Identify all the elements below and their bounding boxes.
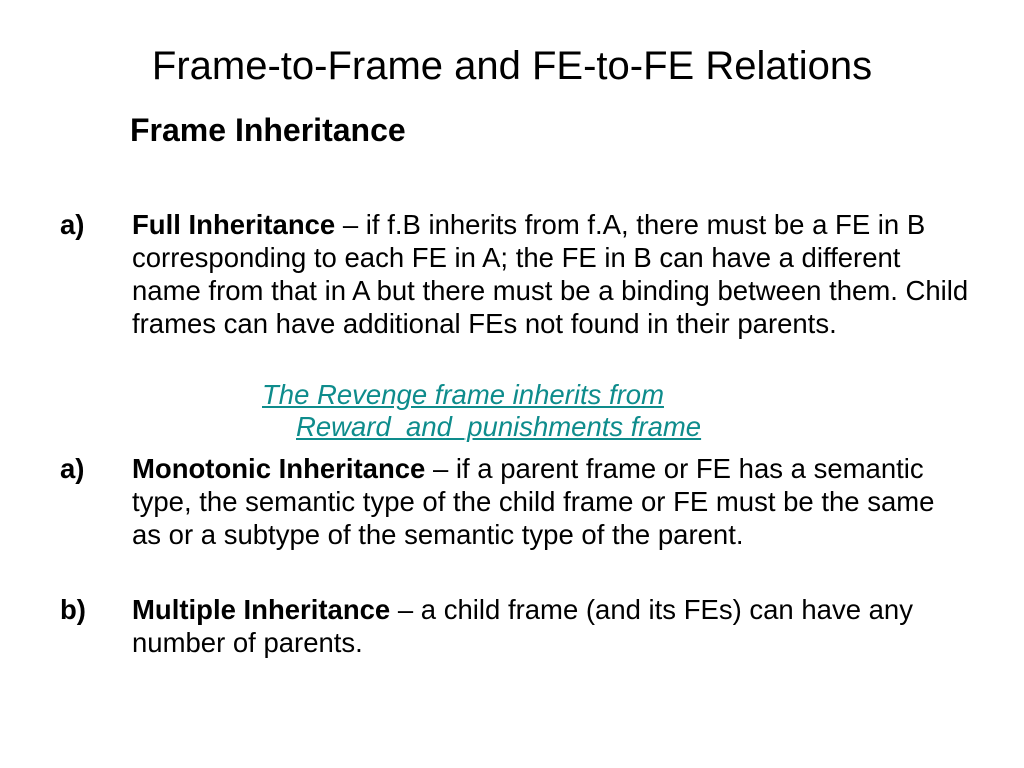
definition-text: – if f.B inherits from f.A, there must be a FE in B corresponding to each FE in A; the FE in B can have a different name from that in A but there must be a binding between them. Child frames can have additional FEs not found in their parents. [132, 209, 969, 339]
example-link-line-2[interactable]: Reward_and_punishments frame [296, 411, 702, 442]
list-marker: a) [60, 209, 85, 240]
list-item-content [132, 208, 970, 340]
term-multiple-inheritance: Multiple Inheritance [132, 594, 391, 625]
list-item-content [132, 593, 970, 659]
list-item-monotonic-inheritance [60, 452, 970, 551]
list-item-multiple-inheritance [60, 593, 970, 659]
list-marker: a) [60, 453, 85, 484]
list-item-content [132, 452, 970, 551]
slide-title: Frame-to-Frame and FE-to-FE Relations [151, 44, 873, 88]
definition-text: – if a parent frame or FE has a semantic type, the semantic type of the child frame or FE must be the same as or a subtype of the semantic type of the parent. [132, 453, 935, 550]
list-marker: b) [60, 594, 86, 625]
section-subtitle: Frame Inheritance [130, 112, 406, 148]
list-item-full-inheritance [60, 208, 970, 340]
example-link[interactable] [262, 379, 842, 443]
term-monotonic-inheritance: Monotonic Inheritance [132, 453, 426, 484]
definition-text: – a child frame (and its FEs) can have any number of parents. [132, 594, 913, 658]
term-full-inheritance: Full Inheritance [132, 209, 336, 240]
example-link-line-1[interactable]: The Revenge frame inherits from [262, 379, 664, 410]
